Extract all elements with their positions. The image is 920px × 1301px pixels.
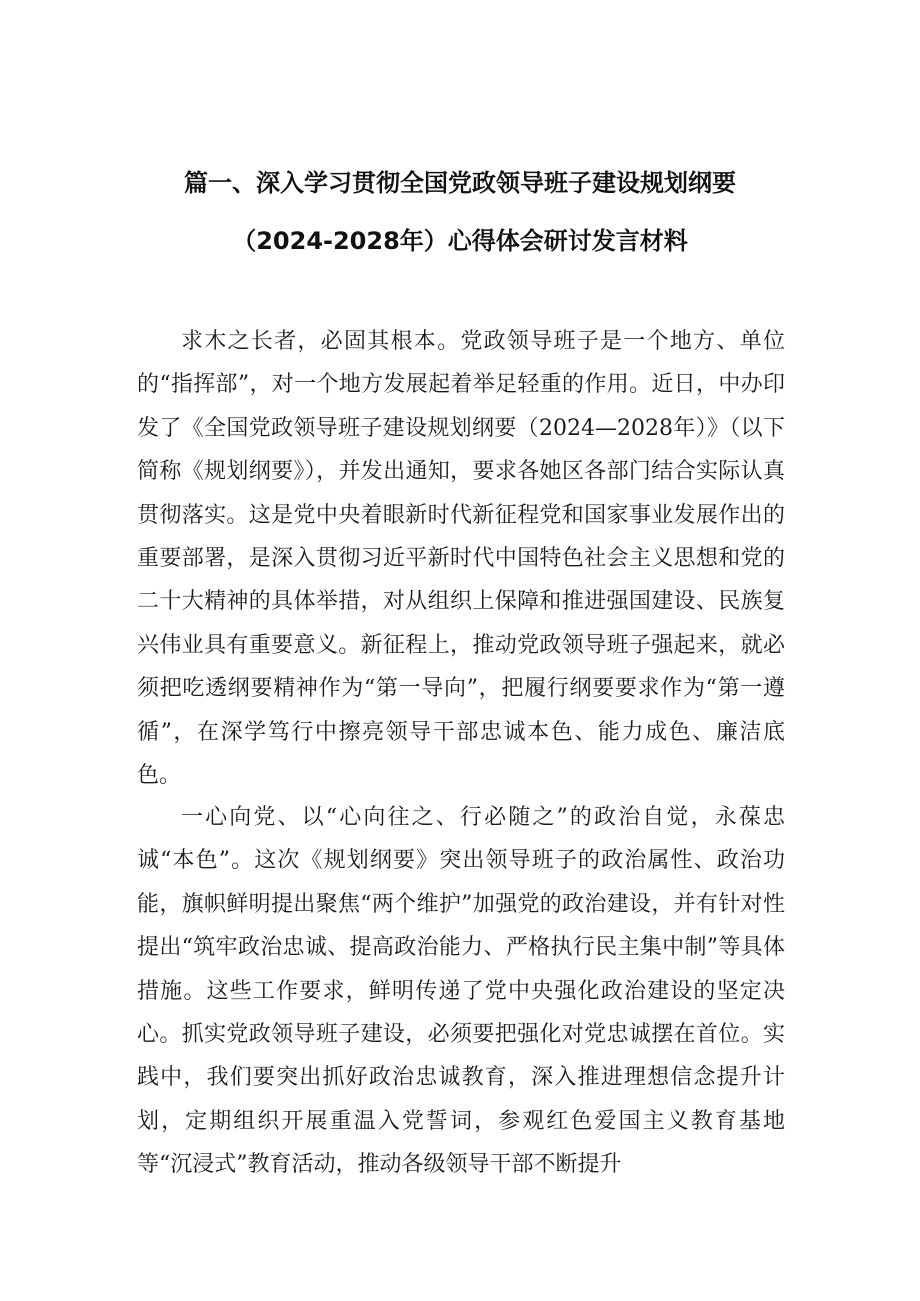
body-paragraph-2: 一心向党、以“心向往之、行必随之”的政治自觉，永葆忠诚“本色”。这次《规划纲要》突出领导班子的政治属性、政治功能，旗帜鲜明提出聚焦“两个维护”加强党的政治建设，并有针对性提出“筑牢政治忠诚、提高政治能力、严格执行民主集中制”等具体措施。这些工作要求，鲜明传递了党中央强化政治建设的坚定决心。抓实党政领导班子建设，必须要把强化对党忠诚摆在首位。实践中，我们要突出抓好政治忠诚教育，深入推进理想信念提升计划，定期组织开展重温入党誓词，参观红色爱国主义教育基地等“沉浸式”教育活动，推动各级领导干部不断提升 xyxy=(137,805,785,1178)
document-title-line-2: （2024-2028年）心得体会研讨发言材料 xyxy=(232,227,688,255)
document-title-line-1: 篇一、深入学习贯彻全国党政领导班子建设规划纲要 xyxy=(184,169,736,197)
body-paragraph-1: 求木之长者，必固其根本。党政领导班子是一个地方、单位的“指挥部”，对一个地方发展起着举足轻重的作用。近日，中办印发了《全国党政领导班子建设规划纲要（2024—2028年）》（以下简称《规划纲要》），并发出通知，要求各她区各部门结合实际认真贯彻落实。这是党中央着眼新时代新征程党和国家事业发展作出的重要部署，是深入贯彻习近平新时代中国特色社会主义思想和党的二十大精神的具体举措，对从组织上保障和推进强国建设、民族复兴伟业具有重要意义。新征程上，推动党政领导班子强起来，就必须把吃透纲要精神作为“第一导向”，把履行纲要要求作为“第一遵循”，在深学笃行中擦亮领导干部忠诚本色、能力成色、廉洁底色。 xyxy=(137,329,785,789)
